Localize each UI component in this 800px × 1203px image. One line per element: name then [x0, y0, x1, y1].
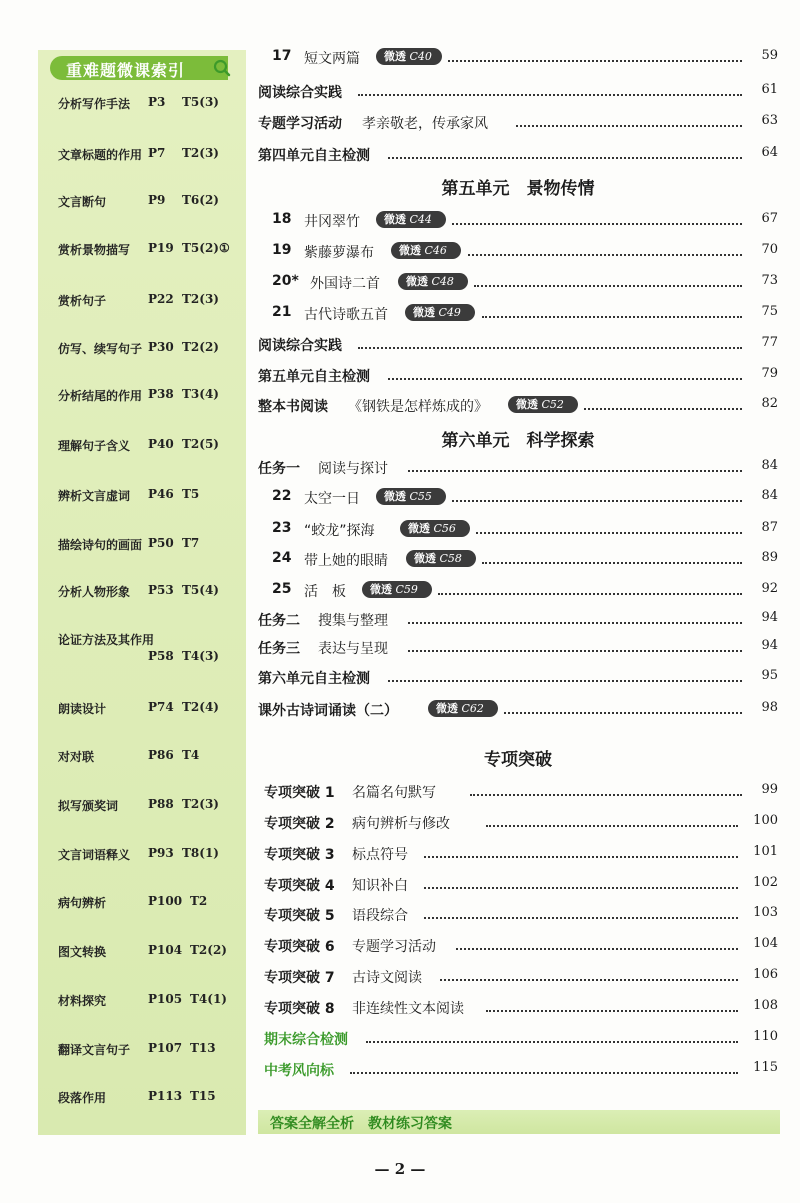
- toc-entry[interactable]: 专项突破 8 非连续性文本阅读 108: [264, 998, 778, 1017]
- toc-entry[interactable]: 第六单元自主检测 95: [258, 668, 778, 687]
- toc-entry[interactable]: 专项突破 7 古诗文阅读 106: [264, 967, 778, 986]
- sidebar-item[interactable]: 文言词语释义 P93 T8(1): [58, 846, 219, 862]
- toc-entry[interactable]: 23 “蛟龙”探海 微透 C56 87: [272, 520, 778, 539]
- toc-entry[interactable]: 18 井冈翠竹 微透 C44 67: [272, 211, 778, 230]
- toc-entry[interactable]: 任务一 阅读与探讨 84: [258, 458, 778, 477]
- micro-video-badge[interactable]: 微透 C49: [405, 304, 475, 321]
- sidebar-item[interactable]: 论证方法及其作用 P58 T4(3): [58, 633, 219, 663]
- answer-section-title: 答案全解全析 教材练习答案: [270, 1116, 452, 1132]
- micro-video-badge[interactable]: 微透 C40: [376, 48, 442, 65]
- toc-entry[interactable]: 专项突破 5 语段综合 103: [264, 905, 778, 924]
- micro-video-badge[interactable]: 微透 C59: [362, 581, 432, 598]
- micro-video-badge[interactable]: 微透 C58: [406, 550, 476, 567]
- toc-entry[interactable]: 中考风向标 115: [264, 1060, 778, 1079]
- sidebar-item[interactable]: 文言断句 P9 T6(2): [58, 193, 219, 209]
- toc-entry[interactable]: 专项突破 6 专题学习活动 104: [264, 936, 778, 955]
- toc-entry[interactable]: 第五单元自主检测 79: [258, 366, 778, 385]
- sidebar-item[interactable]: 拟写颁奖词 P88 T2(3): [58, 797, 219, 813]
- sidebar-item[interactable]: 材料探究 P105 T4(1): [58, 992, 227, 1008]
- sidebar-item[interactable]: 辨析文言虚词 P46 T5: [58, 487, 200, 503]
- sidebar-item[interactable]: 翻译文言句子 P107 T13: [58, 1041, 216, 1057]
- micro-video-badge[interactable]: 微透 C48: [398, 273, 468, 290]
- toc-entry[interactable]: 22 太空一日 微透 C55 84: [272, 488, 778, 507]
- answer-section-bar[interactable]: [258, 1110, 780, 1134]
- sidebar-item[interactable]: 段落作用 P113 T15: [58, 1089, 216, 1105]
- toc-entry[interactable]: 21 古代诗歌五首 微透 C49 75: [272, 304, 778, 323]
- toc-entry[interactable]: 专项突破 4 知识补白 102: [264, 875, 778, 894]
- sidebar-item[interactable]: 描绘诗句的画面 P50 T7: [58, 536, 200, 552]
- search-icon: [212, 58, 232, 78]
- sidebar-item[interactable]: 理解句子含义 P40 T2(5): [58, 437, 219, 453]
- sidebar-item[interactable]: 赏析景物描写 P19 T5(2)①: [58, 241, 230, 257]
- micro-video-badge[interactable]: 微透 C56: [400, 520, 470, 537]
- page-number: — 2 —: [374, 1160, 426, 1178]
- section-heading: 第五单元 景物传情: [441, 179, 595, 199]
- sidebar-item[interactable]: 对对联 P86 T4: [58, 748, 200, 764]
- sidebar-item[interactable]: 病句辨析 P100 T2: [58, 894, 208, 910]
- sidebar-item[interactable]: 分析写作手法 P3 T5(3): [58, 95, 219, 111]
- micro-video-badge[interactable]: 微透 C46: [391, 242, 461, 259]
- toc-entry[interactable]: 整本书阅读 《钢铁是怎样炼成的》 微透 C52 82: [258, 396, 778, 415]
- toc-entry[interactable]: 24 带上她的眼睛 微透 C58 89: [272, 550, 778, 569]
- toc-entry[interactable]: 17 短文两篇 微透 C40 59: [272, 48, 778, 67]
- toc-entry[interactable]: 期末综合检测 110: [264, 1029, 778, 1048]
- toc-entry[interactable]: 任务二 搜集与整理 94: [258, 610, 778, 629]
- sidebar-item[interactable]: 赏析句子 P22 T2(3): [58, 292, 219, 308]
- sidebar-item[interactable]: 图文转换 P104 T2(2): [58, 943, 227, 959]
- sidebar-header: [50, 56, 228, 80]
- micro-video-badge[interactable]: 微透 C62: [428, 700, 498, 717]
- toc-entry[interactable]: 任务三 表达与呈现 94: [258, 638, 778, 657]
- toc-entry[interactable]: 阅读综合实践 61: [258, 82, 778, 101]
- section-heading: 专项突破: [484, 750, 552, 770]
- toc-entry[interactable]: 专项突破 3 标点符号 101: [264, 844, 778, 863]
- toc-entry[interactable]: 阅读综合实践 77: [258, 335, 778, 354]
- micro-video-badge[interactable]: 微透 C44: [376, 211, 446, 228]
- sidebar-item[interactable]: 分析结尾的作用 P38 T3(4): [58, 387, 219, 403]
- toc-entry[interactable]: 25 活 板 微透 C59 92: [272, 581, 778, 600]
- micro-video-badge[interactable]: 微透 C55: [376, 488, 446, 505]
- sidebar-item[interactable]: 仿写、续写句子 P30 T2(2): [58, 340, 219, 356]
- section-heading: 第六单元 科学探索: [441, 431, 595, 451]
- toc-entry[interactable]: 专题学习活动 孝亲敬老，传承家风 63: [258, 113, 778, 132]
- sidebar-item[interactable]: 分析人物形象 P53 T5(4): [58, 583, 219, 599]
- sidebar-item[interactable]: 朗读设计 P74 T2(4): [58, 700, 219, 716]
- micro-video-badge[interactable]: 微透 C52: [508, 396, 578, 413]
- sidebar-item[interactable]: 文章标题的作用 P7 T2(3): [58, 146, 219, 162]
- toc-entry[interactable]: 20* 外国诗二首 微透 C48 73: [272, 273, 778, 292]
- toc-entry[interactable]: 第四单元自主检测 64: [258, 145, 778, 164]
- toc-entry[interactable]: 课外古诗词诵读（二） 微透 C62 98: [258, 700, 778, 719]
- sidebar-title: 重难题微课索引: [66, 61, 186, 80]
- toc-entry[interactable]: 专项突破 1 名篇名句默写 99: [264, 782, 778, 801]
- toc-entry[interactable]: 专项突破 2 病句辨析与修改 100: [264, 813, 778, 832]
- toc-entry[interactable]: 19 紫藤萝瀑布 微透 C46 70: [272, 242, 778, 261]
